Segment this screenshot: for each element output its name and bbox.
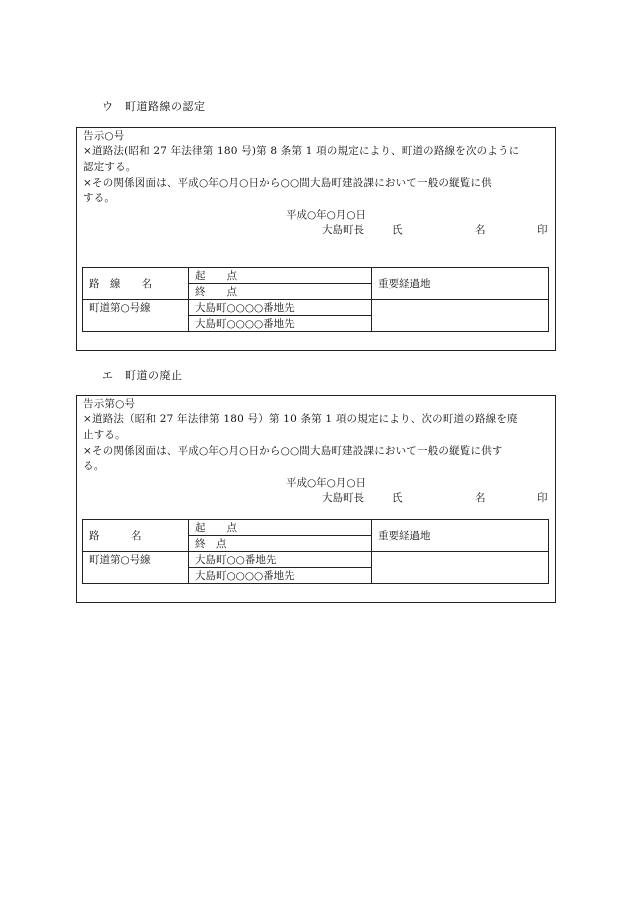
route-abolition-notice bbox=[76, 395, 556, 603]
notice-text-line-3: ×その関係図面は、平成○年○月○日から○○間大島町建設課において一般の縦覧に供す bbox=[83, 445, 503, 457]
notice-number: 告示○号 bbox=[83, 130, 125, 142]
mayor-title: 大島町長 bbox=[322, 224, 364, 236]
notice-text-line-3: ×その関係図面は、平成○年○月○日から○○間大島町建設課において一般の縦覧に供 bbox=[83, 177, 492, 189]
seal-label: 印 bbox=[537, 492, 548, 504]
family-name-label: 氏 bbox=[392, 492, 403, 504]
start-point-cell: 大島町○○番地先 bbox=[189, 552, 372, 568]
notice-text-line-1: ×道路法（昭和 27 年法律第 180 号）第 10 条第 1 項の規定により、次の町道の路線を廃 bbox=[83, 413, 518, 425]
mayor-title: 大島町長 bbox=[322, 492, 364, 504]
via-point-cell bbox=[372, 552, 549, 584]
route-table bbox=[82, 267, 549, 332]
seal-label: 印 bbox=[537, 224, 548, 236]
route-name-cell: 町道第○号線 bbox=[83, 552, 189, 584]
mayor-signature-line bbox=[322, 490, 548, 504]
end-point-cell: 大島町○○○○番地先 bbox=[189, 316, 372, 332]
notice-text-line-1: ×道路法(昭和 27 年法律第 180 号)第 8 条第 1 項の規定により、町道の路線を次のように bbox=[83, 145, 520, 157]
route-table bbox=[82, 519, 549, 584]
via-point-header: 重要経過地 bbox=[372, 268, 549, 300]
end-point-header: 終 点 bbox=[189, 536, 372, 552]
given-name-label: 名 bbox=[475, 492, 486, 504]
mayor-signature-line bbox=[322, 222, 548, 236]
via-point-header: 重要経過地 bbox=[372, 520, 549, 552]
notice-date: 平成○年○月○日 bbox=[286, 477, 366, 489]
via-point-cell bbox=[372, 300, 549, 332]
notice-number: 告示第○号 bbox=[83, 398, 136, 410]
notice-date: 平成○年○月○日 bbox=[286, 209, 366, 221]
route-name-header: 路 線 名 bbox=[83, 268, 189, 300]
section-e-heading: エ 町道の廃止 bbox=[102, 369, 183, 382]
route-name-cell: 町道第○号線 bbox=[83, 300, 189, 332]
notice-text-line-2: 止する。 bbox=[83, 429, 126, 441]
notice-text-line-2: 認定する。 bbox=[83, 161, 137, 173]
start-point-cell: 大島町○○○○番地先 bbox=[189, 300, 372, 316]
family-name-label: 氏 bbox=[392, 224, 403, 236]
section-u-heading: ウ 町道路線の認定 bbox=[102, 100, 206, 113]
start-point-header: 起 点 bbox=[189, 268, 372, 284]
route-name-header: 路 名 bbox=[83, 520, 189, 552]
notice-text-line-4: する。 bbox=[83, 192, 116, 204]
notice-text-line-4: る。 bbox=[83, 460, 105, 472]
route-approval-notice bbox=[76, 127, 556, 351]
end-point-cell: 大島町○○○○番地先 bbox=[189, 568, 372, 584]
start-point-header: 起 点 bbox=[189, 520, 372, 536]
given-name-label: 名 bbox=[475, 224, 486, 236]
end-point-header: 終 点 bbox=[189, 284, 372, 300]
